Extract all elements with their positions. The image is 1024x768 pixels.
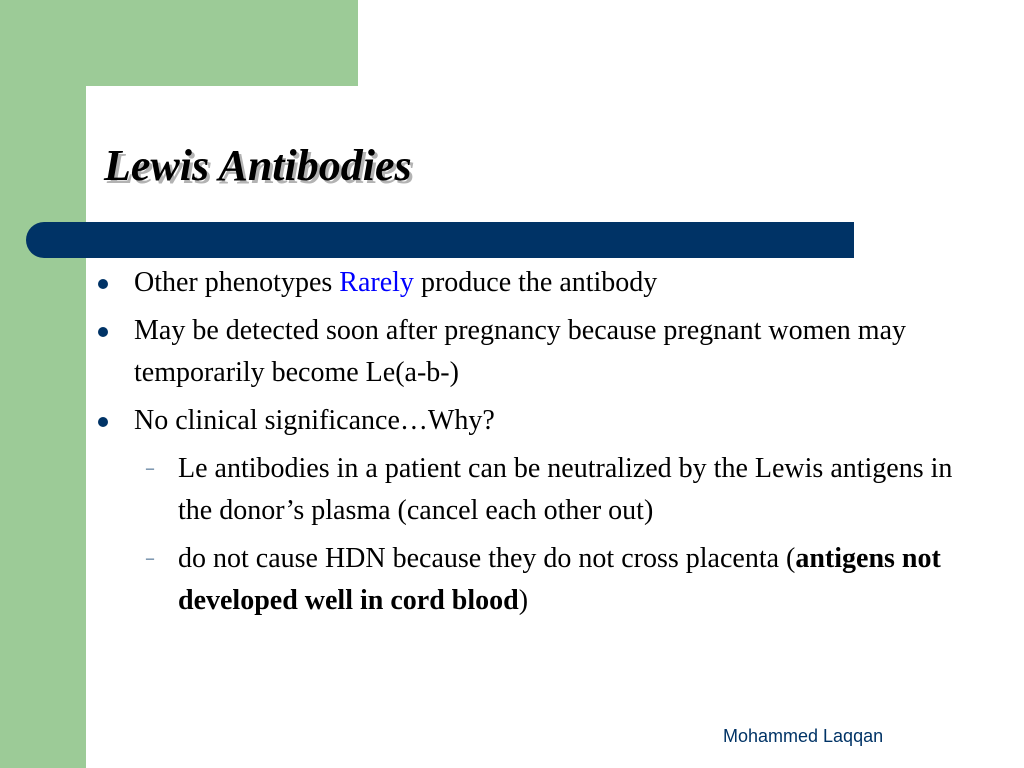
bullet-text: May be detected soon after pregnancy because pregnant women may temporarily become Le(a-b-) [134,315,907,388]
top-green-block [0,0,358,86]
slide-title: Lewis Antibodies [104,141,412,190]
footer-author: Mohammed Laqqan [723,726,884,746]
bullet-text: No clinical significance…Why? [134,405,495,436]
bullet-item [98,262,978,304]
sub-bullet-item [98,538,978,622]
sub-bullet-text: do not cause HDN because they do not cross placenta ( [178,543,796,574]
rounded-corner [86,86,146,146]
left-green-bar [0,0,86,768]
bullet-list [98,262,978,628]
bullet-dot-icon [98,279,108,289]
dash-icon: – [146,550,154,567]
bullet-text: Other phenotypes [134,267,340,298]
highlight-word: Rarely [339,267,414,298]
dash-icon: – [146,460,154,477]
bullet-text: produce the antibody [413,267,658,298]
sub-bullet-text: Le antibodies in a patient can be neutralized by the Lewis antigens in the donor’s plasma (cancel each other out) [178,453,953,526]
bullet-dot-icon [98,327,108,337]
bullet-item [98,310,978,394]
sub-bullet-text: ) [518,585,529,616]
bold-phrase: antigens not developed well in cord blood [178,543,941,616]
sub-bullet-item [98,448,978,532]
title-band [26,222,854,258]
bullet-item [98,400,978,442]
bullet-dot-icon [98,417,108,427]
